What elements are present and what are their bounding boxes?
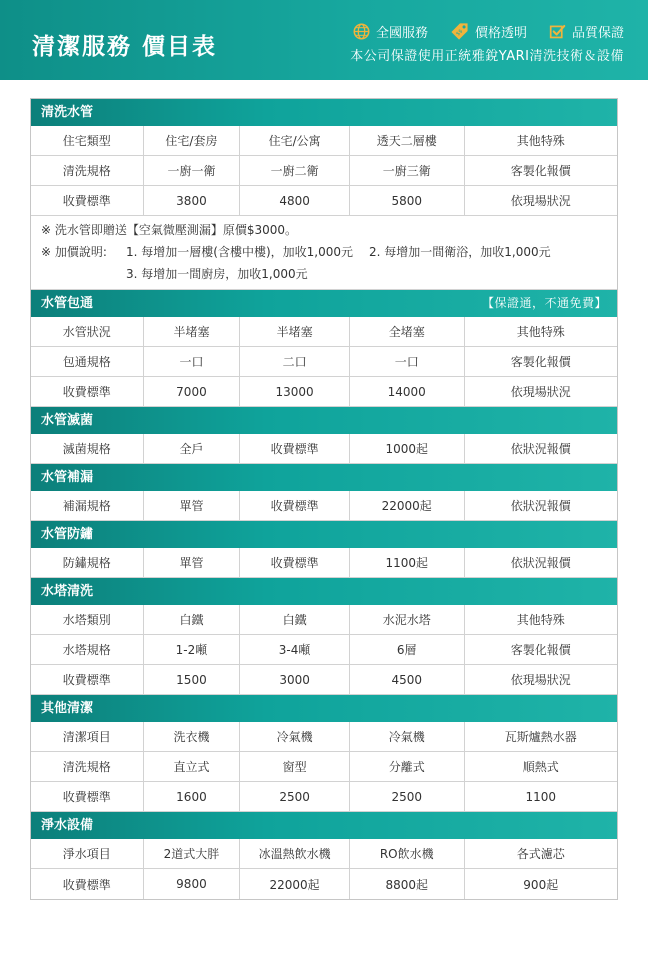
note-text: 3. 每增加一間廚房，加收1,000元 (126, 267, 308, 281)
table-row (31, 839, 617, 869)
table-cell: 一口 (350, 347, 465, 376)
table-cell: 依狀況報價 (510, 556, 571, 570)
table-cell: 冷氣機 (350, 722, 465, 751)
badge-nationwide (353, 22, 428, 41)
badge-label: 品質保證 (571, 25, 624, 41)
table-cell: 4500 (350, 665, 465, 694)
section-title: 水管包通 (41, 296, 94, 311)
table-cell: 依現場狀況 (510, 194, 571, 208)
badge-transparent-price (450, 22, 527, 41)
table-cell: 水塔類別 (31, 605, 144, 634)
table-cell: 住宅類型 (31, 126, 144, 155)
table-cell: 收費標準 (31, 665, 144, 694)
note-text: 2. 每增加一間衛浴，加收1,000元 (368, 245, 551, 259)
service-badges (331, 20, 624, 42)
table-row (31, 347, 617, 377)
table-cell: 滅菌規格 (31, 434, 144, 463)
table-cell: 3000 (240, 665, 350, 694)
section-title: 水管補漏 (41, 470, 94, 485)
badge-label: 價格透明 (474, 25, 527, 41)
table-cell: 水塔規格 (31, 635, 144, 664)
table-row (31, 186, 617, 216)
table-cell: 客製化報價 (510, 643, 571, 657)
section-header-pipe-unclogging (31, 290, 617, 317)
note-text: ※ 洗水管即贈送【空氣微壓測漏】原價$3000。 (41, 223, 298, 237)
page-header (0, 0, 648, 80)
section-header-pipe-cleaning (31, 99, 617, 126)
table-cell: 5800 (350, 186, 465, 215)
table-cell: 1100 (525, 789, 557, 804)
table-cell: 3800 (144, 186, 241, 215)
section-title: 其他清潔 (41, 701, 94, 716)
table-cell: 其他特殊 (516, 613, 565, 627)
table-cell: 1-2噸 (144, 635, 241, 664)
guarantee-note: 【保證通，不通免費】 (481, 296, 607, 310)
table-cell: 7000 (144, 377, 241, 406)
checkbox-icon (549, 23, 566, 40)
table-row (31, 665, 617, 695)
table-row (31, 491, 617, 521)
table-cell: 依現場狀況 (510, 385, 571, 399)
globe-icon (353, 23, 370, 40)
badge-quality (549, 22, 624, 41)
table-cell: 單管 (144, 491, 241, 520)
table-cell: 14000 (350, 377, 465, 406)
table-cell: 包通規格 (31, 347, 144, 376)
svg-text:$$: $$ (455, 27, 465, 37)
table-cell: 900起 (523, 877, 559, 892)
section-header-water-tower (31, 578, 617, 605)
table-cell: 2道式大胖 (144, 839, 241, 868)
table-cell: 全堵塞 (350, 317, 465, 346)
table-cell: 淨水項目 (31, 839, 144, 868)
table-cell: 收費標準 (240, 548, 350, 577)
table-row (31, 377, 617, 407)
table-cell: 一廚二衛 (240, 156, 350, 185)
table-cell: 客製化報價 (510, 355, 571, 369)
table-cell: 1600 (144, 782, 241, 811)
page-title: 清潔服務 價目表 (32, 34, 218, 60)
table-cell: 一廚三衛 (350, 156, 465, 185)
table-cell: 一廚一衛 (144, 156, 241, 185)
table-cell: 收費標準 (240, 491, 350, 520)
section-title: 水管滅菌 (41, 413, 94, 428)
section-title: 水塔清洗 (41, 584, 94, 599)
table-row (31, 548, 617, 578)
table-cell: 依狀況報價 (510, 499, 571, 513)
note-label: ※ 加價說明: (41, 245, 107, 259)
table-cell: 住宅/公寓 (240, 126, 350, 155)
table-row (31, 605, 617, 635)
table-row (31, 782, 617, 812)
table-cell: 窗型 (240, 752, 350, 781)
table-cell: 1500 (144, 665, 241, 694)
table-cell: 收費標準 (31, 782, 144, 811)
table-row (31, 126, 617, 156)
table-cell: 清洗規格 (31, 156, 144, 185)
table-cell: 其他特殊 (516, 134, 565, 148)
price-table (30, 98, 618, 900)
table-cell: RO飲水機 (350, 839, 465, 868)
table-cell: 9800 (144, 869, 241, 899)
table-cell: 依現場狀況 (510, 673, 571, 687)
table-cell: 半堵塞 (144, 317, 241, 346)
badge-label: 全國服務 (375, 25, 428, 41)
price-tag-icon (450, 22, 469, 41)
table-cell: 2500 (350, 782, 465, 811)
table-cell: 二口 (240, 347, 350, 376)
table-row (31, 722, 617, 752)
table-cell: 其他特殊 (516, 325, 565, 339)
table-cell: 補漏規格 (31, 491, 144, 520)
table-cell: 冷氣機 (240, 722, 350, 751)
table-cell: 防鏽規格 (31, 548, 144, 577)
table-cell: 清潔項目 (31, 722, 144, 751)
table-cell: 6層 (350, 635, 465, 664)
table-cell: 水管狀況 (31, 317, 144, 346)
table-cell: 直立式 (144, 752, 241, 781)
table-row (31, 869, 617, 899)
table-cell: 水泥水塔 (350, 605, 465, 634)
table-cell: 8800起 (350, 869, 465, 899)
table-cell: 透天二層樓 (350, 126, 465, 155)
section-header-leak-repair (31, 464, 617, 491)
table-cell: 收費標準 (240, 434, 350, 463)
note-line (41, 219, 607, 241)
table-cell: 客製化報價 (510, 164, 571, 178)
table-cell: 13000 (240, 377, 350, 406)
table-cell: 1100起 (350, 548, 465, 577)
section-header-rust-prevention (31, 521, 617, 548)
table-row (31, 156, 617, 186)
table-cell: 清洗規格 (31, 752, 144, 781)
table-cell: 22000起 (240, 869, 350, 899)
table-cell: 全戶 (144, 434, 241, 463)
table-cell: 各式濾芯 (516, 847, 565, 861)
section-title: 清洗水管 (41, 105, 94, 120)
table-cell: 依狀況報價 (510, 442, 571, 456)
header-slogan: 本公司保證使用正統雅銳YARI清洗技術＆設備 (350, 49, 624, 64)
section-title: 淨水設備 (41, 818, 94, 833)
table-row (31, 635, 617, 665)
table-cell: 3-4噸 (240, 635, 350, 664)
table-cell: 收費標準 (31, 869, 144, 899)
table-cell: 分離式 (350, 752, 465, 781)
table-cell: 收費標準 (31, 377, 144, 406)
table-row (31, 317, 617, 347)
table-cell: 白鐵 (144, 605, 241, 634)
table-cell: 冰溫熱飲水機 (240, 839, 350, 868)
note-text: 1. 每增加一層樓(含樓中樓)，加收1,000元 (126, 245, 353, 259)
table-cell: 收費標準 (31, 186, 144, 215)
table-cell: 22000起 (350, 491, 465, 520)
table-cell: 順熱式 (522, 760, 559, 774)
table-cell: 一口 (144, 347, 241, 376)
table-cell: 4800 (240, 186, 350, 215)
table-cell: 瓦斯爐熱水器 (504, 730, 577, 744)
table-cell: 2500 (240, 782, 350, 811)
table-cell: 白鐵 (240, 605, 350, 634)
table-cell: 半堵塞 (240, 317, 350, 346)
pricing-notes (31, 216, 617, 290)
table-cell: 單管 (144, 548, 241, 577)
note-line (41, 241, 607, 263)
note-line (41, 263, 607, 285)
table-cell: 住宅/套房 (144, 126, 241, 155)
table-cell: 洗衣機 (144, 722, 241, 751)
table-row (31, 434, 617, 464)
section-title: 水管防鏽 (41, 527, 94, 542)
section-header-pipe-sterilization (31, 407, 617, 434)
table-row (31, 752, 617, 782)
section-header-other-cleaning (31, 695, 617, 722)
table-cell: 1000起 (350, 434, 465, 463)
section-header-water-purifier (31, 812, 617, 839)
